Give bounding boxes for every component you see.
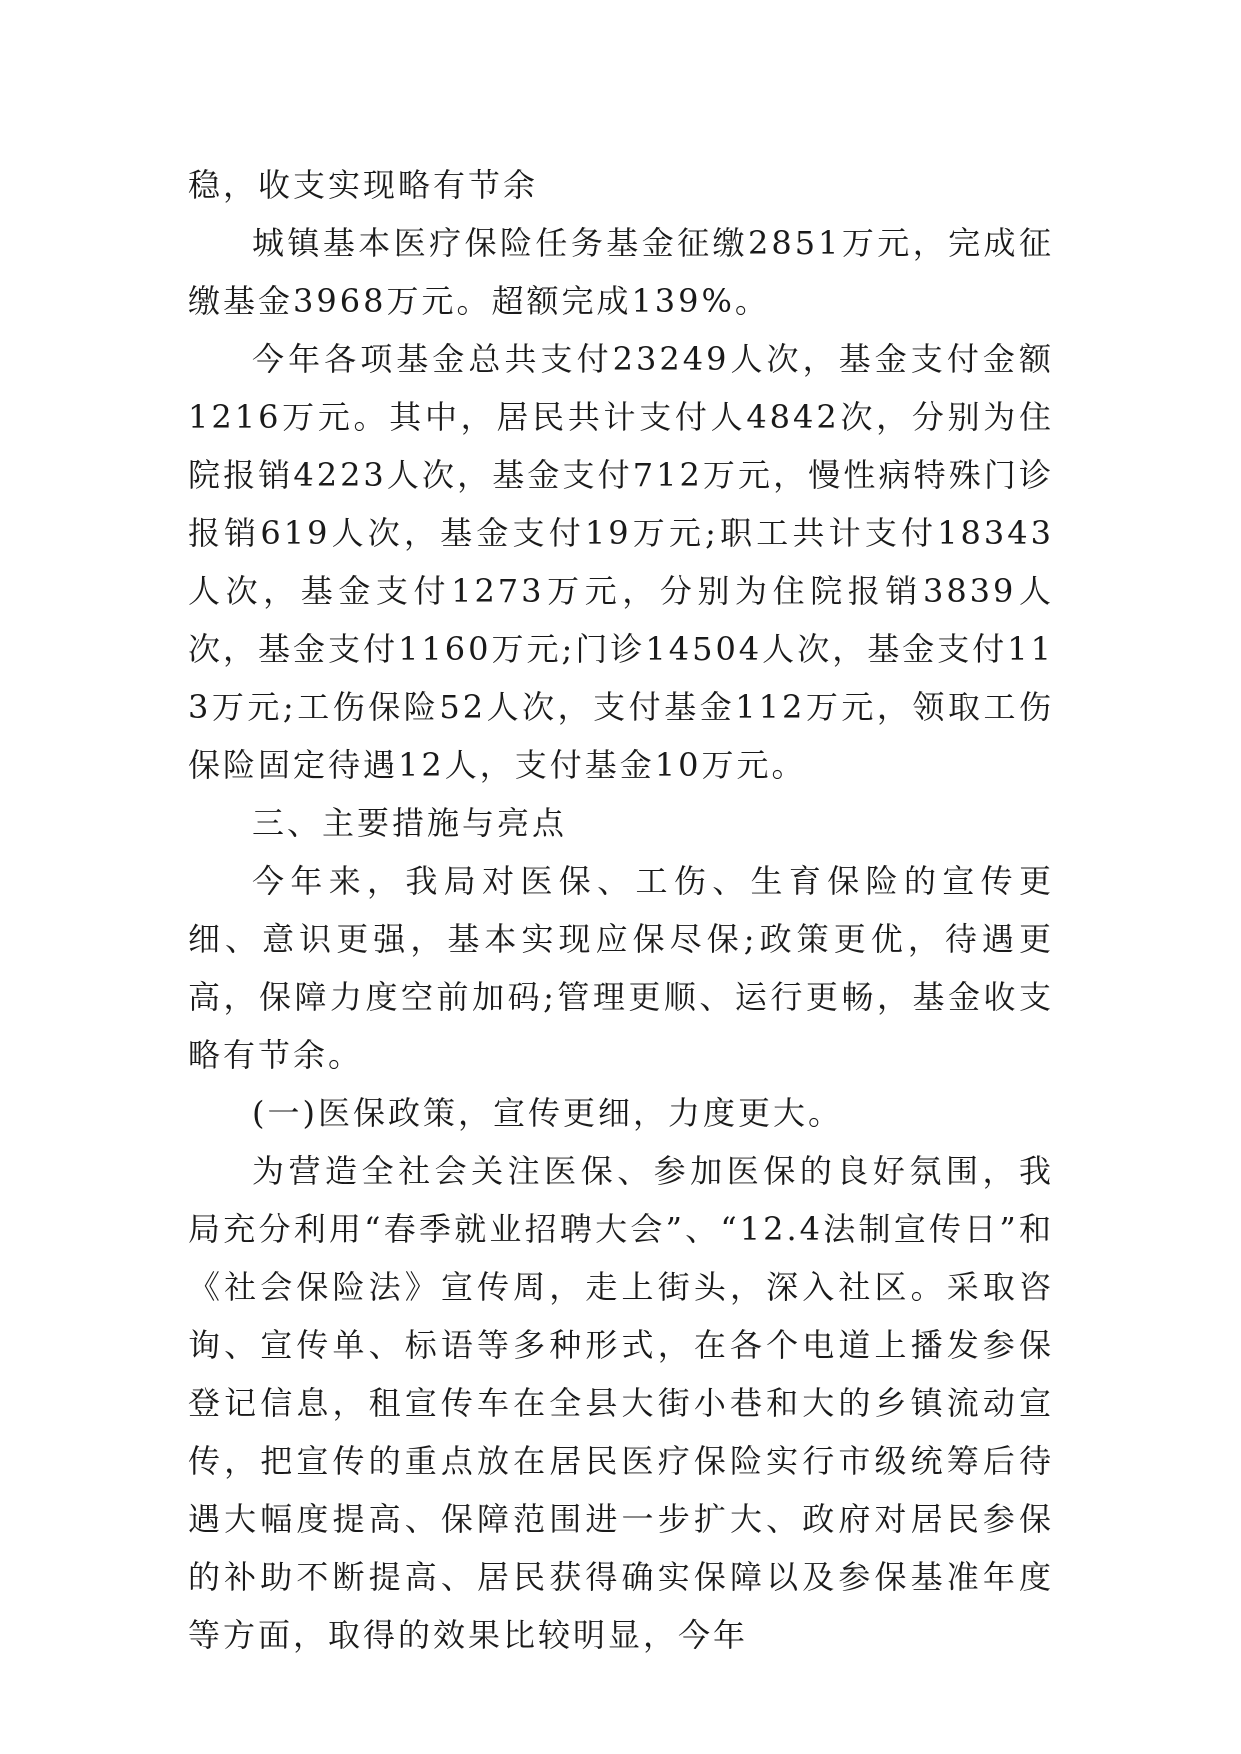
- document-body: [188, 156, 1054, 1664]
- paragraph-measures-summary: 今年来，我局对医保、工伤、生育保险的宣传更细、意识更强，基本实现应保尽保;政策更优，待遇更高，保障力度空前加码;管理更顺、运行更畅，基金收支略有节余。: [188, 862, 1054, 1074]
- paragraph-urban-insurance-collection: 城镇基本医疗保险任务基金征缴2851万元，完成征缴基金3968万元。超额完成139%。: [188, 224, 1054, 320]
- section-heading-measures: 三、主要措施与亮点: [252, 804, 568, 842]
- subsection-heading-publicity: (一)医保政策，宣传更细，力度更大。: [252, 1094, 843, 1132]
- paragraph-continuation: 稳，收支实现略有节余: [188, 166, 539, 204]
- paragraph-publicity-details: 为营造全社会关注医保、参加医保的良好氛围，我局充分利用“春季就业招聘大会”、“12.4法制宣传日”和《社会保险法》宣传周，走上街头，深入社区。采取咨询、宣传单、标语等多种形式，在各个电道上播发参保登记信息，租宣传车在全县大街小巷和大的乡镇流动宣传，把宣传的重点放在居民医疗保险实行市级统筹后待遇大幅度提高、保障范围进一步扩大、政府对居民参保的补助不断提高、居民获得确实保障以及参保基准年度等方面，取得的效果比较明显，今年: [188, 1152, 1054, 1654]
- paragraph-fund-payments: 今年各项基金总共支付23249人次，基金支付金额1216万元。其中，居民共计支付人4842次，分别为住院报销4223人次，基金支付712万元，慢性病特殊门诊报销619人次，基金支付19万元;职工共计支付18343人次，基金支付1273万元，分别为住院报销3839人次，基金支付1160万元;门诊14504人次，基金支付113万元;工伤保险52人次，支付基金112万元，领取工伤保险固定待遇12人，支付基金10万元。: [188, 340, 1054, 784]
